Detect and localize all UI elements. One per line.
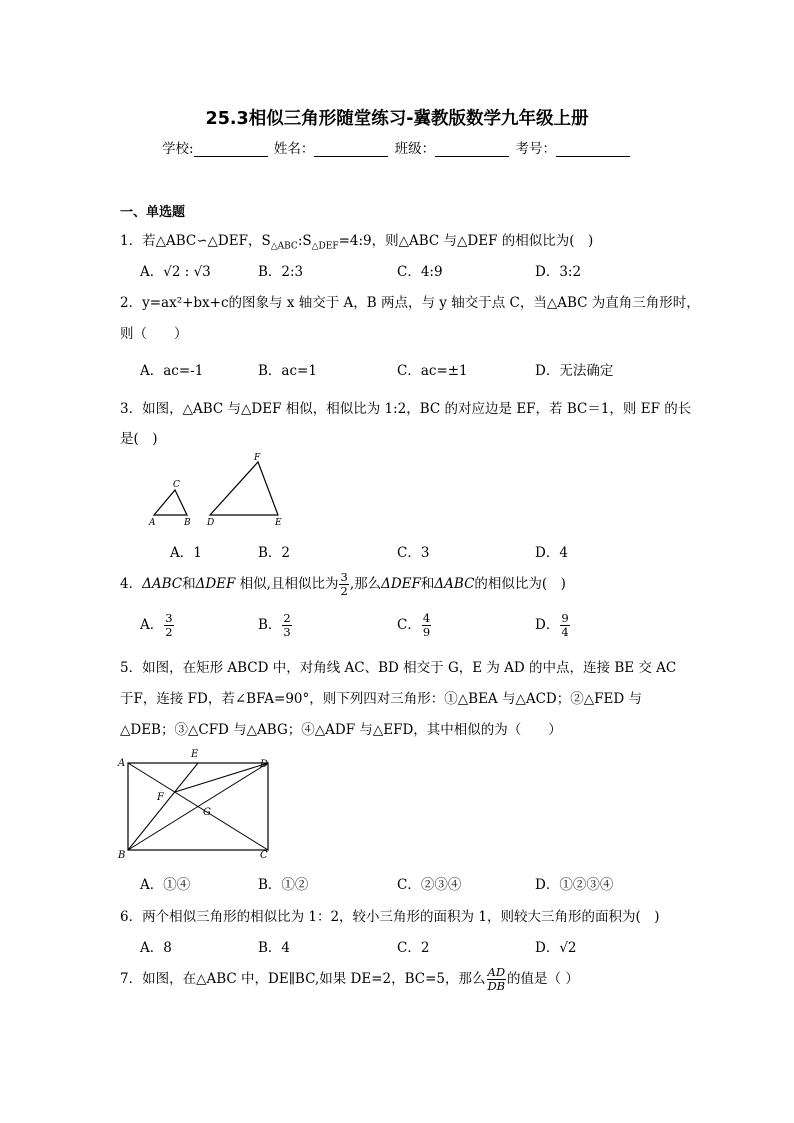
q4-number: 4． xyxy=(120,576,143,592)
q4-b-den: 3 xyxy=(283,625,291,639)
question-4 xyxy=(120,570,566,598)
q5-option-a[interactable]: A．①④ xyxy=(140,877,191,893)
q3-label-b: B xyxy=(184,518,191,528)
q1-sub-abc: △ABC xyxy=(270,241,298,252)
q5-option-c[interactable]: C．②③④ xyxy=(397,877,462,893)
question-2-line2: 则（ ） xyxy=(120,326,188,342)
q4-c-den: 9 xyxy=(422,625,431,639)
q3-triangles-figure xyxy=(140,450,300,532)
q4-option-a-letter: A． xyxy=(140,617,164,633)
q6-option-c[interactable]: C．2 xyxy=(397,940,430,956)
school-label: 学校: xyxy=(162,141,194,157)
q3-label-c: C xyxy=(173,480,180,490)
q4-and-2: 和 xyxy=(420,576,435,592)
q4-option-a-fraction xyxy=(164,610,173,639)
q2-option-a[interactable]: A．ac=-1 xyxy=(140,363,204,379)
q4-ratio-den: 2 xyxy=(340,584,348,598)
q4-d-num: 9 xyxy=(561,610,569,625)
q6-option-d[interactable]: D．√2 xyxy=(535,940,577,956)
question-2-line1: 2．y=ax²+bx+c的图象与 x 轴交于 A，B 两点，与 y 轴交于点 C，当△ABC 为直角三角形时， xyxy=(120,295,700,311)
q4-tri-abc-2: ΔABC xyxy=(434,576,475,592)
q4-tri-def-2: ΔDEF xyxy=(381,576,421,592)
q3-option-a[interactable]: A．1 xyxy=(170,545,202,561)
q6-option-a[interactable]: A．8 xyxy=(140,940,172,956)
q4-option-c-fraction xyxy=(422,610,431,639)
student-info-line xyxy=(0,137,794,157)
q7-num: AD xyxy=(487,964,506,979)
q4-ratio-num: 3 xyxy=(340,569,348,584)
exam-no-label: 考号： xyxy=(515,141,556,157)
q1-option-d[interactable]: D．3:2 xyxy=(535,264,582,280)
question-5-line2: 于F，连接 FD，若∠BFA=90°，则下列四对三角形：①△BEA 与△ACD；②△FED 与 xyxy=(120,691,642,707)
triangle-def xyxy=(210,462,278,515)
q4-text-end: 的相似比为( ) xyxy=(474,576,566,592)
q2-option-b[interactable]: B．ac=1 xyxy=(258,363,317,379)
q1-colon: :S xyxy=(297,233,312,249)
q5-label-c: C xyxy=(260,850,268,861)
q2-option-c[interactable]: C．ac=±1 xyxy=(397,363,468,379)
name-label: 姓名： xyxy=(273,141,315,157)
q5-option-d[interactable]: D．①②③④ xyxy=(535,877,614,893)
q5-label-b: B xyxy=(118,850,126,861)
q4-text-mid: 相似,且相似比为 xyxy=(235,576,339,592)
q4-option-c[interactable] xyxy=(397,609,432,641)
section-heading: 一、单选题 xyxy=(120,205,186,220)
q4-c-num: 4 xyxy=(422,610,431,625)
q4-option-d-letter: D． xyxy=(535,617,560,633)
q3-label-f: F xyxy=(254,453,261,463)
q4-option-d-fraction xyxy=(560,610,569,639)
q3-option-b[interactable]: B．2 xyxy=(258,545,291,561)
page-title: 25.3相似三角形随堂练习-冀教版数学九年级上册 xyxy=(205,109,589,129)
q7-fraction xyxy=(487,964,507,993)
q5-label-g: G xyxy=(203,807,211,818)
q4-option-a[interactable] xyxy=(140,609,175,641)
q4-option-b[interactable] xyxy=(258,609,293,641)
name-blank[interactable] xyxy=(314,142,388,157)
q3-label-e: E xyxy=(275,518,282,528)
q4-ratio-fraction xyxy=(339,569,348,598)
triangle-abc xyxy=(154,490,187,515)
segment-fd xyxy=(175,763,268,792)
q3-label-a: A xyxy=(149,518,156,528)
q6-option-b[interactable]: B．4 xyxy=(258,940,291,956)
q5-rectangle-figure xyxy=(115,744,280,862)
class-label: 班级： xyxy=(394,141,436,157)
q1-option-b[interactable]: B．2:3 xyxy=(258,264,304,280)
q3-option-c[interactable]: C．3 xyxy=(397,545,430,561)
question-5-line1: 5．如图，在矩形 ABCD 中，对角线 AC、BD 相交于 G，E 为 AD 的中点，连接 BE 交 AC xyxy=(120,660,677,676)
exam-no-blank[interactable] xyxy=(556,142,630,157)
q4-d-den: 4 xyxy=(561,625,569,639)
question-7 xyxy=(120,964,579,994)
q7-text-post: 的值是（ ） xyxy=(507,971,579,987)
q5-label-d: D xyxy=(260,759,269,770)
q7-den: DB xyxy=(487,979,506,993)
q4-b-num: 2 xyxy=(283,610,291,625)
q7-text-pre: 7．如图，在△ABC 中，DE∥BC,如果 DE=2，BC=5，那么 xyxy=(120,971,486,987)
q4-a-den: 2 xyxy=(165,625,173,639)
q1-text-b: =4:9，则△ABC 与△DEF 的相似比为( ) xyxy=(338,233,594,249)
q4-tri-abc: ΔABC xyxy=(142,576,183,592)
q4-option-d[interactable] xyxy=(535,609,571,641)
question-6: 6．两个相似三角形的相似比为 1：2，较小三角形的面积为 1，则较大三角形的面积为( ) xyxy=(120,909,660,925)
q1-option-a[interactable]: A．√2 : √3 xyxy=(140,264,211,280)
q5-label-e: E xyxy=(191,749,199,760)
q1-text-a: 1．若△ABC∽△DEF，S xyxy=(120,233,271,249)
q5-label-a: A xyxy=(118,758,126,769)
q4-option-b-fraction xyxy=(282,610,291,639)
q4-and-1: 和 xyxy=(182,576,196,592)
question-3-line1: 3．如图，△ABC 与△DEF 相似，相似比为 1:2，BC 的对应边是 EF，若 BC＝1，则 EF 的长 xyxy=(120,401,692,417)
q4-tri-def: ΔDEF xyxy=(195,576,236,592)
q4-option-b-letter: B． xyxy=(258,617,282,633)
question-5-line3: △DEB；③△CFD 与△ABG；④△ADF 与△EFD，其中相似的为（ ） xyxy=(120,722,562,738)
q1-sub-def: △DEF xyxy=(311,241,339,252)
q3-option-d[interactable]: D．4 xyxy=(535,545,568,561)
q1-option-c[interactable]: C．4:9 xyxy=(397,264,443,280)
q2-option-d[interactable]: D．无法确定 xyxy=(535,363,614,379)
q4-a-num: 3 xyxy=(165,610,173,625)
question-3-line2: 是( ) xyxy=(120,431,158,447)
q3-label-d: D xyxy=(207,518,215,528)
q5-label-f: F xyxy=(157,792,164,803)
class-blank[interactable] xyxy=(435,142,509,157)
question-1 xyxy=(120,229,593,252)
segment-be xyxy=(128,763,198,850)
q4-text-post: ,那么 xyxy=(349,576,382,592)
q5-option-b[interactable]: B．①② xyxy=(258,877,309,893)
q4-option-c-letter: C． xyxy=(397,617,421,633)
school-blank[interactable] xyxy=(194,142,268,157)
